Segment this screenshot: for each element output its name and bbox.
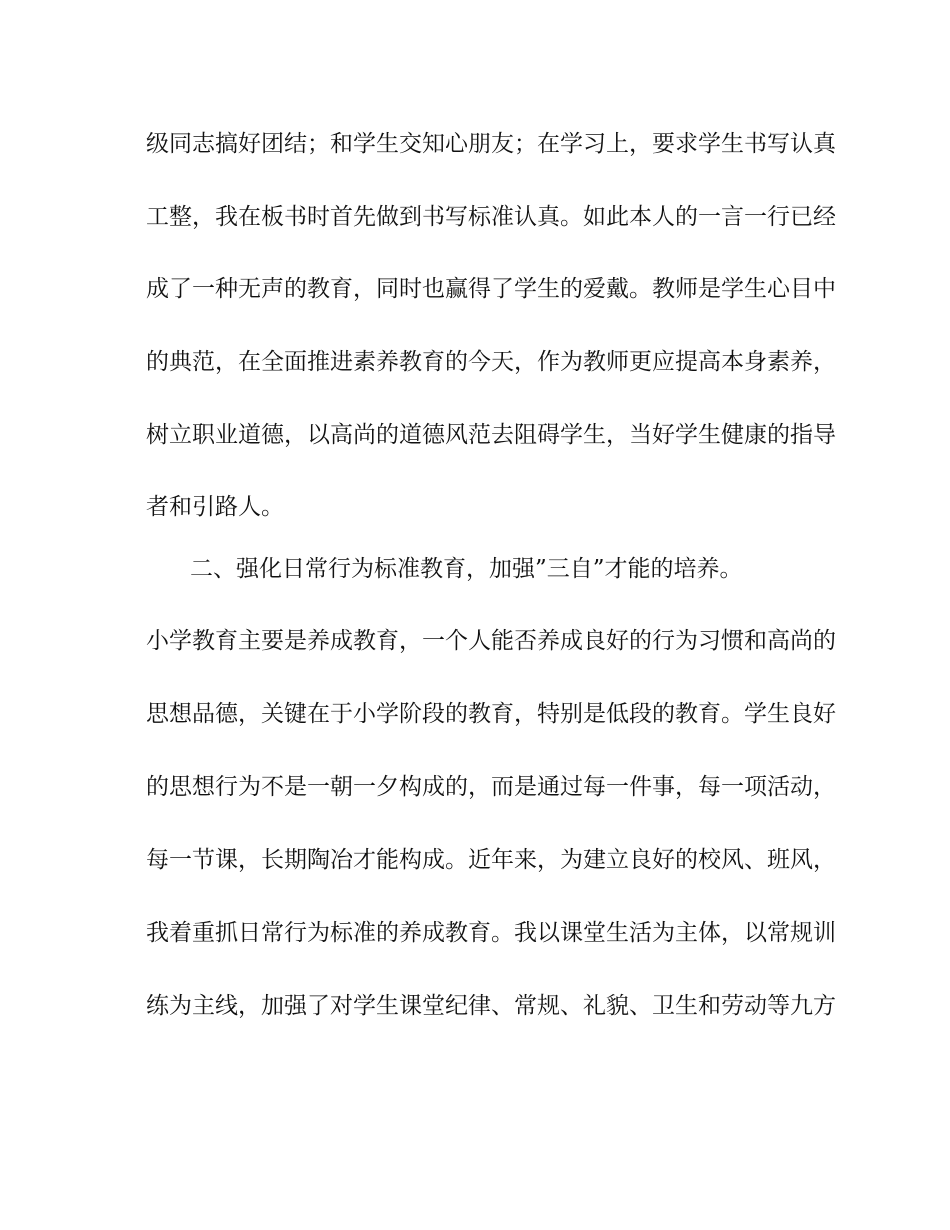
body-text-line: 级同志搞好团结；和学生交知心朋友；在学习上，要求学生书写认真 (146, 131, 836, 157)
body-text-line: 小学教育主要是养成教育，一个人能否养成良好的行为习惯和高尚的 (146, 628, 836, 654)
section-heading: 二、强化日常行为标准教育，加强”三自”才能的培养。 (190, 556, 743, 582)
body-text-line: 思想品德，关键在于小学阶段的教育，特别是低段的教育。学生良好 (146, 701, 836, 727)
body-text-line: 树立职业道德，以高尚的道德风范去阻碍学生，当好学生健康的指导 (146, 422, 836, 448)
body-text-line: 每一节课，长期陶冶才能构成。近年来，为建立良好的校风、班风， (146, 847, 836, 873)
body-text-line: 练为主线，加强了对学生课堂纪律、常规、礼貌、卫生和劳动等九方 (146, 993, 836, 1019)
body-text-line: 成了一种无声的教育，同时也赢得了学生的爱戴。教师是学生心目中 (146, 276, 836, 302)
body-text-line: 我着重抓日常行为标准的养成教育。我以课堂生活为主体，以常规训 (146, 920, 836, 946)
body-text-line: 的思想行为不是一朝一夕构成的，而是通过每一件事，每一项活动， (146, 774, 836, 800)
body-text-line: 工整，我在板书时首先做到书写标准认真。如此本人的一言一行已经 (146, 204, 836, 230)
body-text-line: 的典范，在全面推进素养教育的今天，作为教师更应提高本身素养， (146, 349, 836, 375)
body-text-line: 者和引路人。 (146, 494, 284, 520)
